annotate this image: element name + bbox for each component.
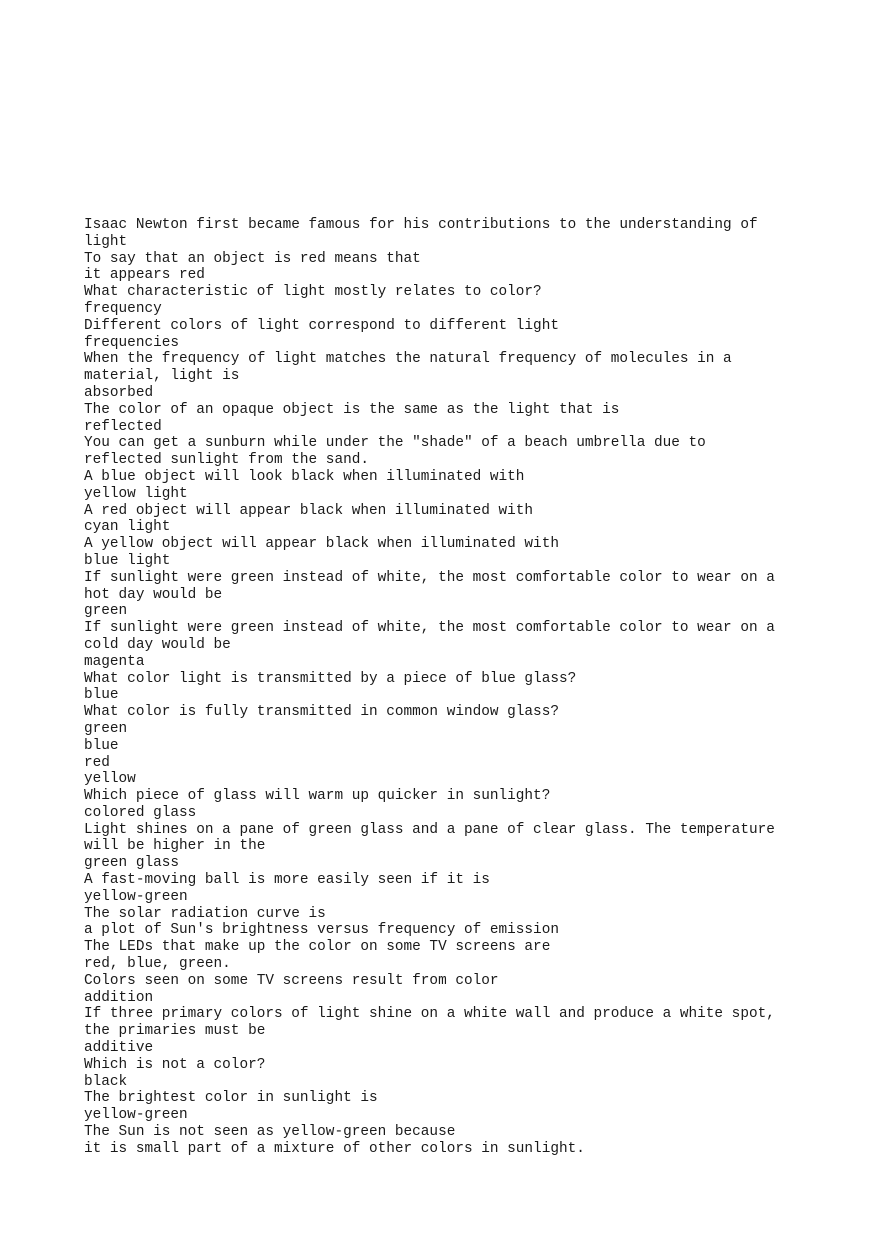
text-line: Light shines on a pane of green glass and a pane of clear glass. The temperature [84,821,775,838]
text-line: reflected [84,418,162,435]
text-line: will be higher in the [84,838,266,855]
text-line: A red object will appear black when illuminated with [84,502,534,519]
text-line: green [84,603,128,620]
text-line: What color light is transmitted by a piece of blue glass? [84,670,577,687]
text-line: The solar radiation curve is [84,905,326,922]
text-line: additive [84,1040,154,1057]
text-line: Which piece of glass will warm up quicker in sunlight? [84,788,551,805]
text-line: Colors seen on some TV screens result from color [84,972,499,989]
text-line: blue [84,687,119,704]
text-line: a plot of Sun's brightness versus frequency of emission [84,922,559,939]
text-line: Isaac Newton first became famous for his contributions to the understanding of [84,217,758,233]
text-line: frequency [84,300,162,317]
text-line: The color of an opaque object is the same as the light that is [84,401,620,418]
text-line: absorbed [84,384,154,401]
text-line: What color is fully transmitted in common window glass? [84,704,559,721]
text-line: To say that an object is red means that [84,250,421,267]
text-line: green [84,720,128,737]
text-line: When the frequency of light matches the natural frequency of molecules in a [84,351,732,368]
text-line: cyan light [84,519,171,536]
text-line: green glass [84,855,179,872]
text-line: reflected sunlight from the sand. [84,452,369,469]
document-text [84,217,814,1158]
text-line: yellow-green [84,888,188,905]
text-line: it is small part of a mixture of other colors in sunlight. [84,1140,585,1157]
text-line: yellow light [84,485,188,502]
text-line: red [84,754,110,771]
text-line: blue light [84,552,171,569]
text-line: light [84,233,128,250]
text-line: A yellow object will appear black when illuminated with [84,536,559,553]
text-line: frequencies [84,334,179,351]
text-line: You can get a sunburn while under the "shade" of a beach umbrella due to [84,435,706,452]
text-line: The brightest color in sunlight is [84,1090,378,1107]
text-line: magenta [84,653,145,670]
text-line: blue [84,737,119,754]
text-line: cold day would be [84,636,231,653]
text-line: The Sun is not seen as yellow-green because [84,1124,456,1141]
text-line: material, light is [84,368,240,385]
text-line: yellow [84,771,136,788]
text-line: yellow-green [84,1107,188,1124]
text-line: colored glass [84,804,197,821]
text-line: The LEDs that make up the color on some TV screens are [84,939,551,956]
text-line: A fast-moving ball is more easily seen if it is [84,872,490,889]
text-line: If sunlight were green instead of white, the most comfortable color to wear on a [84,620,775,637]
text-line: red, blue, green. [84,956,231,973]
text-line: hot day would be [84,586,223,603]
text-line: addition [84,989,154,1006]
text-line: If sunlight were green instead of white, the most comfortable color to wear on a [84,569,775,586]
text-line: A blue object will look black when illuminated with [84,468,525,485]
text-line: it appears red [84,267,205,284]
text-line: If three primary colors of light shine on a white wall and produce a white spot, [84,1006,775,1023]
text-line: the primaries must be [84,1023,266,1040]
text-line: What characteristic of light mostly relates to color? [84,284,542,301]
text-line: black [84,1073,128,1090]
text-line: Which is not a color? [84,1056,266,1073]
text-line: Different colors of light correspond to different light [84,317,559,334]
